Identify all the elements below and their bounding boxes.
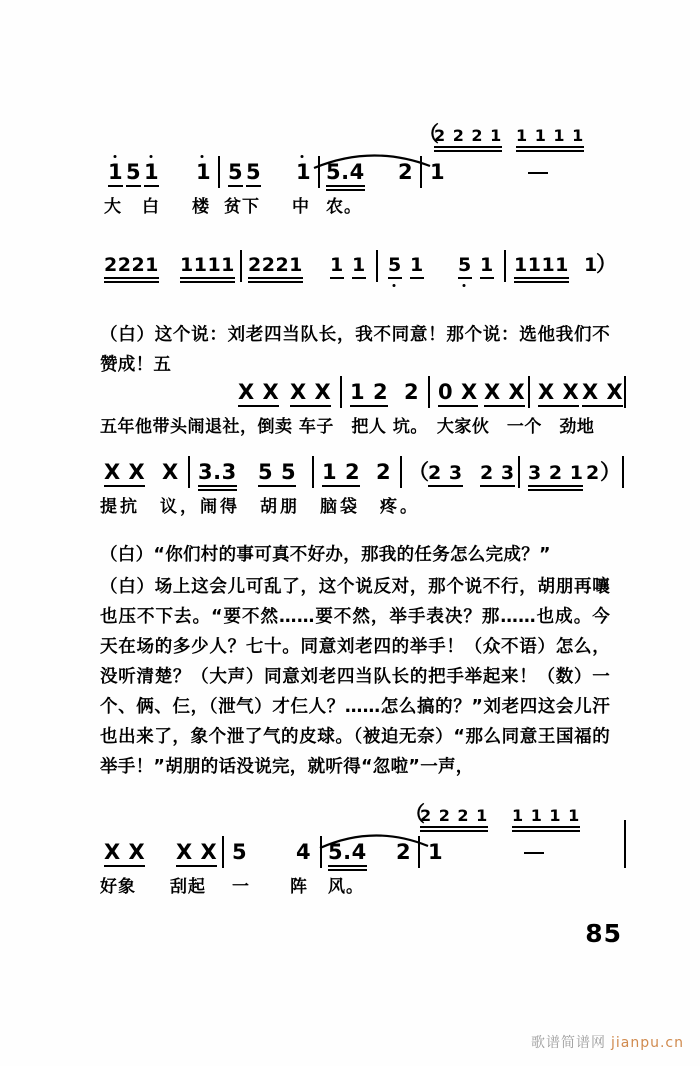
music-system-4 <box>0 460 700 520</box>
note-group-7 <box>514 256 569 275</box>
ornament-group-b <box>516 128 584 144</box>
rhythm-x-10 <box>176 842 217 863</box>
note-7-value: 1 <box>296 160 312 184</box>
note-10: 1 <box>430 160 446 184</box>
rhythm-x-5-b: X <box>562 380 580 404</box>
note-s4-p8: 2 <box>586 462 600 484</box>
rhythm-x-7-a: X <box>104 460 121 484</box>
note-3 <box>144 162 159 183</box>
spoken-line-1: （白）这个说：刘老四当队长，我不同意！那个说：选他我们不赞成！五 <box>100 325 610 375</box>
barline-12 <box>312 456 314 488</box>
music-system-3 <box>0 380 700 440</box>
note-group-5-a: 5 <box>388 254 402 276</box>
note-s4-4-value: 1 <box>322 460 338 484</box>
rhythm-x-9-a: X <box>104 840 121 864</box>
note-s4-p4-value: 3 <box>500 462 515 484</box>
rhythm-x-1 <box>238 382 279 403</box>
note-s5-3-value: 5.4 <box>328 840 367 864</box>
note-s4-p1-value: 2 <box>428 462 442 484</box>
lyric-s5-1: 好象 <box>100 877 136 897</box>
note-group-1 <box>104 256 159 275</box>
note-4-value: 1 <box>196 160 212 184</box>
watermark-chinese: 歌谱简谱网 <box>530 1035 606 1051</box>
note-5-value: 5 <box>228 160 244 184</box>
note-group-4b <box>352 256 366 275</box>
spoken-paragraph-2: （白）场上这会儿可乱了，这个说反对，那个说不行，胡朋再嚷也压不下去。“要不然……要不然，举手表决？那……也成。今天在场的多少人？七十。同意刘老四的举手！（众不语）怎么，没听清楚？（大声）同意刘老四当队长的把手举起来！（数）一个、俩、仨，（泄气）才仨人？……怎么搞的？”刘老四这会儿汗也出来了，象个泄了气的皮球。（被迫无奈）“那么同意王国福的举手！”胡朋的话没说完，就听得“忽啦”一声， <box>100 577 610 777</box>
rhythm-x-3-b: X <box>460 380 478 404</box>
ornament-group-a-text: 2 2 2 1 <box>434 126 503 145</box>
lyric-3: 楼 <box>192 197 210 217</box>
note-s4-p3 <box>480 464 515 483</box>
rhythm-x-7-b: X <box>128 460 146 484</box>
rhythm-x-2-b: X <box>314 380 332 404</box>
hold-dash-2 <box>524 852 544 854</box>
note-6 <box>246 162 261 183</box>
note-s4-2 <box>258 462 296 483</box>
note-group-4-b: 1 <box>352 254 366 276</box>
barline-8 <box>428 376 430 408</box>
rhythm-x-4 <box>484 382 525 403</box>
lyric-1: 大 <box>104 197 122 217</box>
note-s4-p7-value: 1 <box>569 462 584 484</box>
rhythm-x-5-a: X <box>538 380 555 404</box>
watermark-site: jianpu.cn <box>610 1035 684 1051</box>
note-group-5-b: 1 <box>410 254 424 276</box>
ornament-paren-open: （ <box>418 122 439 146</box>
rhythm-x-1-a: X <box>238 380 255 404</box>
barline-7 <box>340 376 342 408</box>
lyric-2: 白 <box>142 197 160 217</box>
lyric-s5-2: 刮起 <box>170 877 206 897</box>
staff-2 <box>0 250 700 300</box>
lyric-4: 贫下 <box>224 197 260 217</box>
rhythm-x-4-b: X <box>508 380 526 404</box>
note-s4-p3-value: 2 <box>480 462 494 484</box>
note-9: 2 <box>398 160 414 184</box>
rhythm-x-3 <box>438 382 478 403</box>
rhythm-x-7 <box>104 462 145 483</box>
note-s3-1 <box>350 382 388 403</box>
note-1 <box>108 162 123 183</box>
note-5 <box>228 162 243 183</box>
rhythm-x-2-a: X <box>290 380 307 404</box>
note-s4-3-value: 5 <box>280 460 297 484</box>
note-group-7-value: 1111 <box>514 254 569 276</box>
barline-5 <box>376 250 378 282</box>
note-s4-4 <box>322 462 360 483</box>
lyric-s5-5: 风。 <box>328 877 364 897</box>
rhythm-x-10-a: X <box>176 840 193 864</box>
barline-14 <box>518 456 520 488</box>
spoken-paragraph-1: （白）“你们村的事可真不好办，那我的任务怎么完成？” <box>100 545 551 565</box>
interlude2-paren-open: （ <box>408 460 429 484</box>
note-group-3-value: 2221 <box>248 254 303 276</box>
note-s5-3 <box>328 842 367 863</box>
note-s5-2: 4 <box>296 840 312 864</box>
rhythm-x-5 <box>538 382 579 403</box>
staff-4 <box>0 460 700 520</box>
note-group-6a <box>458 256 472 275</box>
interlude2-paren-close: ） <box>600 460 621 484</box>
note-1-value: 1 <box>108 160 124 184</box>
rhythm-x-8: X <box>162 460 179 484</box>
note-group-3 <box>248 256 303 275</box>
barline-17 <box>320 836 322 868</box>
note-s4-5-value: 2 <box>344 460 361 484</box>
page-number: 85 <box>585 919 622 948</box>
rhythm-x-6-b: X <box>606 380 624 404</box>
note-s4-p5 <box>528 464 583 483</box>
note-s4-1 <box>198 462 237 483</box>
barline-1 <box>218 156 220 188</box>
note-2 <box>126 162 141 183</box>
lyric-s5-4: 阵 <box>290 877 308 897</box>
rest-zero: 0 <box>438 380 454 404</box>
barline-9 <box>528 376 530 408</box>
rhythm-x-1-b: X <box>262 380 280 404</box>
interlude-paren-close: ） <box>596 252 617 276</box>
note-8 <box>326 162 365 183</box>
note-2-value: 5 <box>126 160 142 184</box>
lyric-s5-3: 一 <box>232 877 250 897</box>
note-group-2-value: 1111 <box>180 254 235 276</box>
note-s4-p2-value: 3 <box>448 462 463 484</box>
note-s4-6: 2 <box>376 460 392 484</box>
rhythm-x-10-b: X <box>200 840 218 864</box>
note-s4-p1 <box>428 464 463 483</box>
ornament2-group-b <box>512 808 580 824</box>
barline-6 <box>504 250 506 282</box>
note-group-5a <box>388 256 402 275</box>
music-system-2 <box>0 250 700 300</box>
note-4 <box>196 162 211 183</box>
barline-19 <box>624 820 626 868</box>
note-3-value: 1 <box>144 160 160 184</box>
ornament-group-a <box>434 128 502 144</box>
note-group-5b <box>410 256 424 275</box>
hold-dash <box>528 172 548 174</box>
barline-18 <box>418 836 420 868</box>
note-7 <box>296 162 311 183</box>
note-group-6-a: 5 <box>458 254 472 276</box>
rhythm-x-6 <box>582 382 623 403</box>
ornament2-group-a <box>420 808 488 824</box>
lyric-5: 中 <box>292 197 310 217</box>
note-s5-5: 1 <box>428 840 444 864</box>
note-s5-1: 5 <box>232 840 248 864</box>
ornament2-group-b-text: 1 1 1 1 <box>512 806 581 825</box>
note-s4-2-value: 5 <box>258 460 274 484</box>
rhythm-x-9-b: X <box>128 840 146 864</box>
note-s5-4: 2 <box>396 840 412 864</box>
note-6-value: 5 <box>246 160 262 184</box>
staff-3 <box>0 380 700 440</box>
barline-2 <box>318 156 320 188</box>
note-group-4 <box>330 256 344 275</box>
barline-15 <box>622 456 624 488</box>
note-s3-3: 2 <box>404 380 420 404</box>
music-system-1 <box>0 120 700 220</box>
barline-11 <box>188 456 190 488</box>
ornament2-paren-open: （ <box>404 802 425 826</box>
barline-3 <box>420 156 422 188</box>
staff-5 <box>0 800 700 900</box>
rhythm-x-6-a: X <box>582 380 599 404</box>
staff-1 <box>0 120 700 220</box>
ornament-group-b-text: 1 1 1 1 <box>516 126 585 145</box>
rhythm-x-4-a: X <box>484 380 501 404</box>
barline-4 <box>240 250 242 282</box>
note-group-4-a: 1 <box>330 254 344 276</box>
note-8-value: 5.4 <box>326 160 365 184</box>
barline-13 <box>400 456 402 488</box>
lyric-line-3: 五年他带头闹退社，倒卖 车子 把人 坑。 大家伙 一个 劲地 <box>100 417 595 437</box>
lyric-line-4: 提抗 议，闹得 胡朋 脑袋 疼。 <box>100 497 420 517</box>
music-system-5 <box>0 800 700 900</box>
note-s3-2-value: 2 <box>372 380 389 404</box>
note-group-6b <box>480 256 494 275</box>
note-s3-1-value: 1 <box>350 380 366 404</box>
note-group-2 <box>180 256 235 275</box>
note-group-8: 1 <box>584 254 598 276</box>
watermark <box>531 1032 684 1052</box>
barline-16 <box>222 836 224 868</box>
note-group-1-value: 2221 <box>104 254 159 276</box>
ornament2-group-a-text: 2 2 2 1 <box>420 806 489 825</box>
rhythm-x-9 <box>104 842 145 863</box>
note-group-6-b: 1 <box>480 254 494 276</box>
barline-10 <box>624 376 626 408</box>
rhythm-x-2 <box>290 382 331 403</box>
lyric-6: 农。 <box>326 197 362 217</box>
note-s4-1-value: 3.3 <box>198 460 237 484</box>
note-s4-p5-value: 3 <box>528 462 542 484</box>
note-s4-p6-value: 2 <box>548 462 563 484</box>
